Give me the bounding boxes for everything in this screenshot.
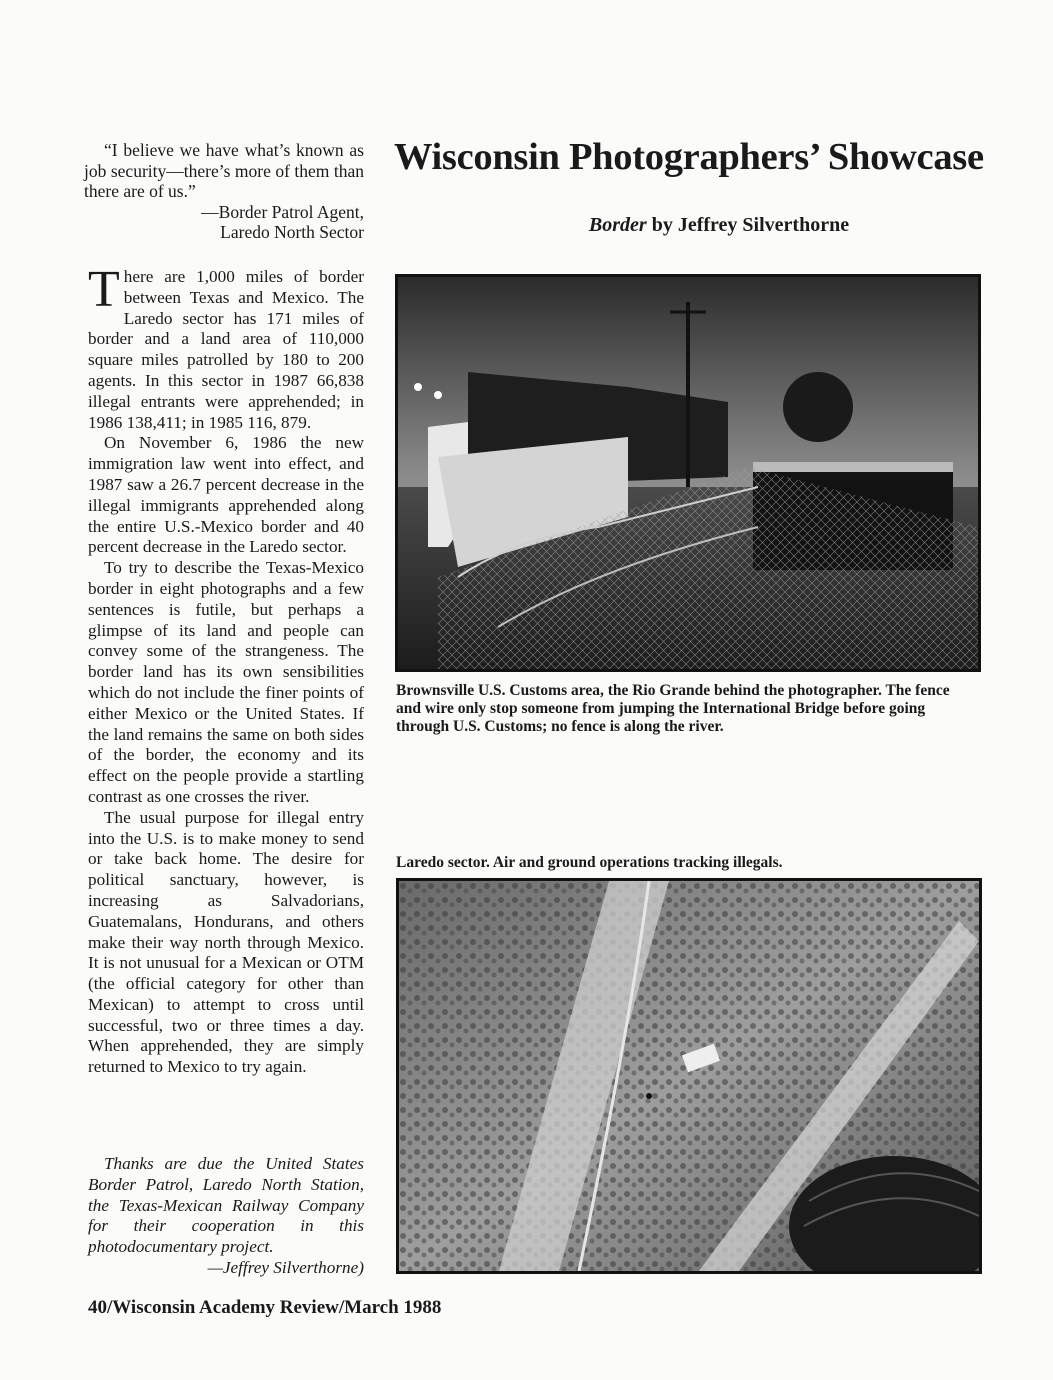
aerial-photo-illustration bbox=[399, 881, 979, 1271]
paragraph-3: To try to describe the Texas-Mexico border in eight photographs and a few sentences is futile, but perhaps a glimpse of its land and people can convey some of the strangeness. The border land has its own sensibilities which do not include the finer points of either Mexico or the United States. If the land remains the same on both sides of the border, the economy and its effect on the people provide a startling contrast as one crosses the river. bbox=[88, 558, 364, 806]
acknowledgement-signature: —Jeffrey Silverthorne) bbox=[207, 1257, 364, 1277]
paragraph-1-text: here are 1,000 miles of border between Texas and Mexico. The Laredo sector has 171 miles of border and a land area of 110,000 square miles patrolled by 180 to 200 agents. In this sector in 1987 66,838 illegal entrants were apprehended; in 1986 138,411; in 1985 116, 879. bbox=[88, 267, 364, 432]
drop-cap: T bbox=[88, 261, 120, 318]
paragraph-4: The usual purpose for illegal entry into the U.S. is to make money to send or take back home. The desire for political sanctuary, however, is increasing as Salvadorians, Guatemalans, Hondurans, and others make their way north through Mexico. It is not unusual for a Mexican or OTM (the official category for other than Mexican) to attempt to cross until successful, two or three times a day. When apprehended, they are simply returned to Mexico to try again. bbox=[88, 807, 364, 1077]
page-subtitle bbox=[394, 214, 1044, 237]
work-title: Border bbox=[588, 214, 647, 236]
photo-1-caption: Brownsville U.S. Customs area, the Rio Grande behind the photographer. The fence and wire only stop someone from jumping the International Bridge before going through U.S. Customs; no fence is along the river. bbox=[396, 682, 950, 735]
article-body bbox=[88, 261, 364, 1078]
customs-photo-illustration bbox=[398, 277, 978, 669]
epigraph-attribution-1: —Border Patrol Agent, bbox=[201, 201, 364, 222]
paragraph-2: On November 6, 1986 the new immigration law went into effect, and 1987 saw a 26.7 percent decrease in the illegal immigrants apprehended along the entire U.S.-Mexico border and 40 percent decrease in the Laredo sector. bbox=[88, 433, 364, 557]
byline: by Jeffrey Silverthorne bbox=[646, 214, 850, 236]
paragraph-1 bbox=[88, 261, 364, 433]
photo-aerial-laredo bbox=[396, 878, 982, 1274]
acknowledgement bbox=[88, 1154, 364, 1279]
page-footer: 40/Wisconsin Academy Review/March 1988 bbox=[88, 1297, 442, 1318]
photo-2-caption: Laredo sector. Air and ground operations tracking illegals. bbox=[396, 854, 783, 871]
photo-customs-area bbox=[395, 274, 981, 672]
epigraph-quote: “I believe we have what’s known as job security—there’s more of them than there are of us.” bbox=[84, 140, 364, 201]
page-title: Wisconsin Photographers’ Showcase bbox=[394, 136, 984, 178]
epigraph-attribution-2: Laredo North Sector bbox=[220, 222, 364, 242]
epigraph bbox=[84, 140, 364, 243]
acknowledgement-text: Thanks are due the United States Border Patrol, Laredo North Station, the Texas-Mexican Railway Company for their cooperation in this photodocumentary project. bbox=[88, 1154, 364, 1257]
